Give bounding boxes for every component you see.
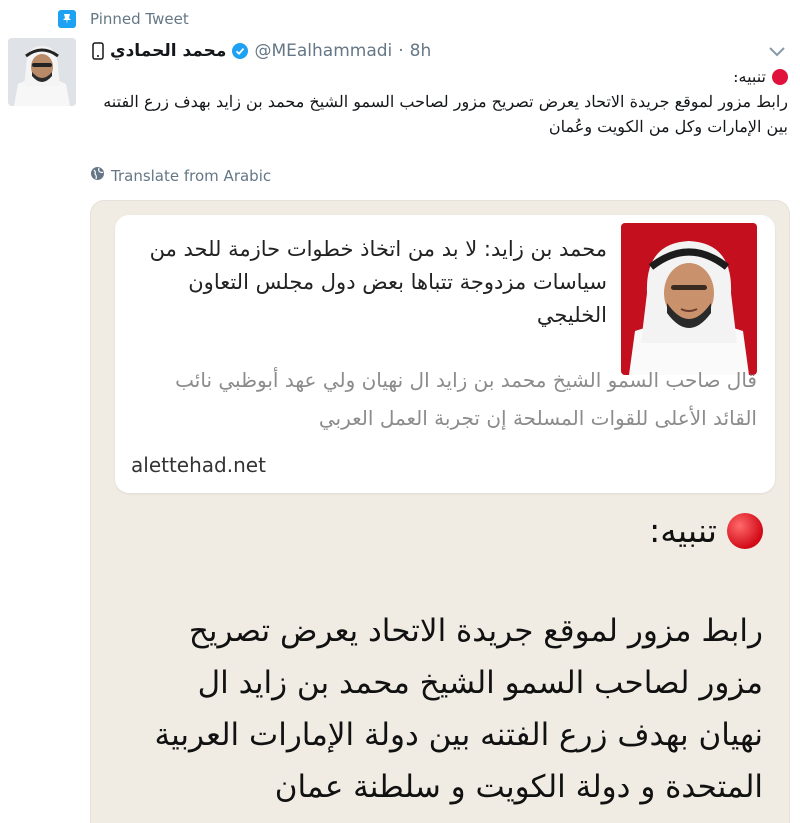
red-circle-icon	[727, 513, 763, 549]
verified-icon	[232, 43, 248, 59]
tweet-text	[92, 64, 788, 139]
message-text	[127, 509, 763, 813]
link-preview-domain: alettehad.net	[131, 453, 266, 477]
pinned-label: Pinned Tweet	[90, 10, 189, 28]
link-preview-title: محمد بن زايد: لا بد من اتخاذ خطوات حازمة للحد من سياسات مزدوجة تتباها بعض دول مجلس التعاون الخليجي	[149, 237, 607, 327]
pin-icon	[58, 10, 76, 28]
message-alert-label: تنبيه:	[649, 511, 717, 550]
link-preview-description: قال صاحب السمو الشيخ محمد بن زايد ال نهيان ولي عهد أبوظبي نائب القائد الأعلى للقوات المسلحة إن تجربة العمل العربي	[175, 368, 757, 430]
phone-icon	[92, 42, 104, 60]
red-circle-icon	[772, 69, 788, 85]
tweet-media-image[interactable]	[90, 200, 790, 823]
tweet-body: رابط مزور لموقع جريدة الاتحاد يعرض تصريح مزور لصاحب السمو الشيخ محمد بن زايد بهدف زرع الفتنه بين الإمارات وكل من الكويت وعُمان	[103, 92, 788, 136]
avatar[interactable]	[8, 38, 76, 106]
author-handle[interactable]: @MEalhammadi	[254, 41, 393, 61]
link-preview-image	[621, 223, 757, 375]
globe-icon	[90, 166, 105, 185]
author-name[interactable]: محمد الحمادي	[110, 41, 227, 61]
chevron-down-icon[interactable]	[766, 42, 788, 60]
pinned-tweet-indicator	[58, 6, 189, 32]
translate-link[interactable]	[90, 166, 271, 185]
message-body: رابط مزور لموقع جريدة الاتحاد يعرض تصريح مزور لصاحب السمو الشيخ محمد بن زايد ال نهيان بهدف زرع الفتنه بين دولة الإمارات العربية المتحدة و دولة الكويت و سلطنة عمان	[154, 613, 763, 805]
translate-label: Translate from Arabic	[111, 166, 272, 185]
tweet-timestamp[interactable]: 8h	[409, 41, 432, 61]
tweet-header	[92, 38, 760, 64]
header-separator: ·	[398, 41, 404, 61]
link-preview-card	[115, 215, 775, 493]
tweet-alert-label: تنبيه:	[733, 67, 766, 86]
